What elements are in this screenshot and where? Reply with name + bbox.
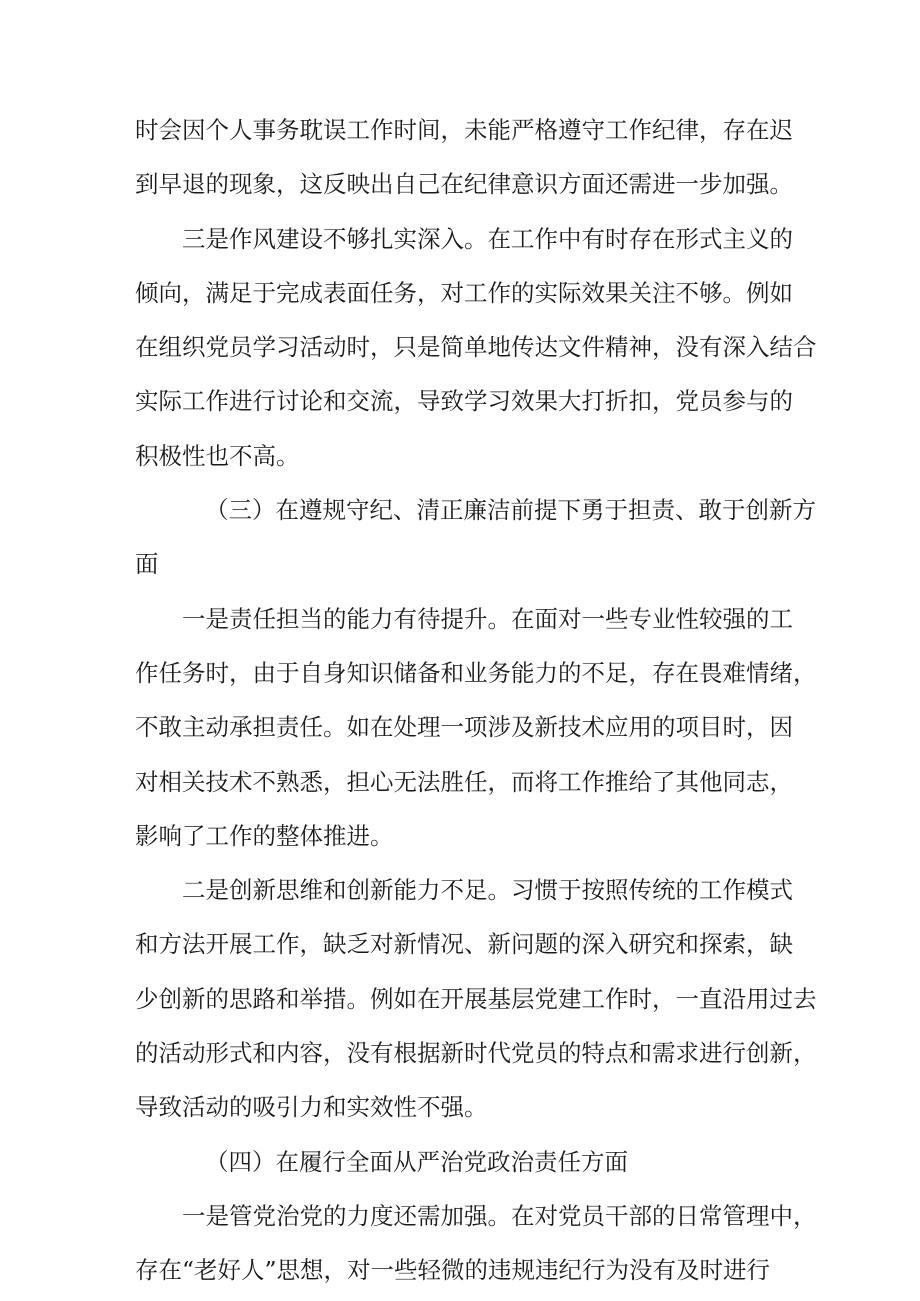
text-line: 存在“老好人”思想，对一些轻微的违规违纪行为没有及时进行 <box>135 1256 771 1285</box>
paragraph-party-governance <box>135 1189 817 1298</box>
paragraph-innovation <box>135 863 817 1134</box>
paragraph-continuation <box>135 103 800 212</box>
text-line: 影响了工作的整体推进。 <box>135 821 394 850</box>
text-line: 和方法开展工作，缺乏对新情况、新问题的深入研究和探索，缺 <box>135 930 793 959</box>
section-heading-3 <box>135 483 816 592</box>
heading-line: （三）在遵规守纪、清正廉洁前提下勇于担责、敢于创新方 <box>205 496 816 525</box>
text-line: 到早退的现象，这反映出自己在纪律意识方面还需进一步加强。 <box>135 170 793 199</box>
text-line: 二是创新思维和创新能力不足。习惯于按照传统的工作模式 <box>182 876 793 905</box>
heading-line: 面 <box>135 550 159 579</box>
text-line: 三是作风建设不够扎实深入。在工作中有时存在形式主义的 <box>182 224 793 253</box>
text-line: 的活动形式和内容，没有根据新时代党员的特点和需求进行创新， <box>135 1039 817 1068</box>
text-line: 积极性也不高。 <box>135 441 300 470</box>
heading-line: （四）在履行全面从严治党政治责任方面 <box>205 1147 628 1176</box>
text-line: 一是管党治党的力度还需加强。在对党员干部的日常管理中， <box>182 1201 817 1230</box>
section-heading-4 <box>135 1135 800 1189</box>
text-line: 不敢主动承担责任。如在处理一项涉及新技术应用的项目时，因 <box>135 713 793 742</box>
text-line: 对相关技术不熟悉，担心无法胜任，而将工作推给了其他同志， <box>135 767 793 796</box>
paragraph-responsibility <box>135 592 817 863</box>
text-line: 作任务时，由于自身知识储备和业务能力的不足，存在畏难情绪， <box>135 658 817 687</box>
text-line: 导致活动的吸引力和实效性不强。 <box>135 1093 488 1122</box>
document-body <box>135 103 817 1298</box>
text-line: 倾向，满足于完成表面任务，对工作的实际效果关注不够。例如 <box>135 278 793 307</box>
paragraph-work-style <box>135 212 817 483</box>
text-line: 少创新的思路和举措。例如在开展基层党建工作时，一直沿用过去 <box>135 984 817 1013</box>
text-line: 一是责任担当的能力有待提升。在面对一些专业性较强的工 <box>182 604 793 633</box>
text-line: 时会因个人事务耽误工作时间，未能严格遵守工作纪律，存在迟 <box>135 116 793 144</box>
text-line: 在组织党员学习活动时，只是简单地传达文件精神，没有深入结合 <box>135 333 817 362</box>
text-line: 实际工作进行讨论和交流，导致学习效果大打折扣，党员参与的 <box>135 387 793 416</box>
